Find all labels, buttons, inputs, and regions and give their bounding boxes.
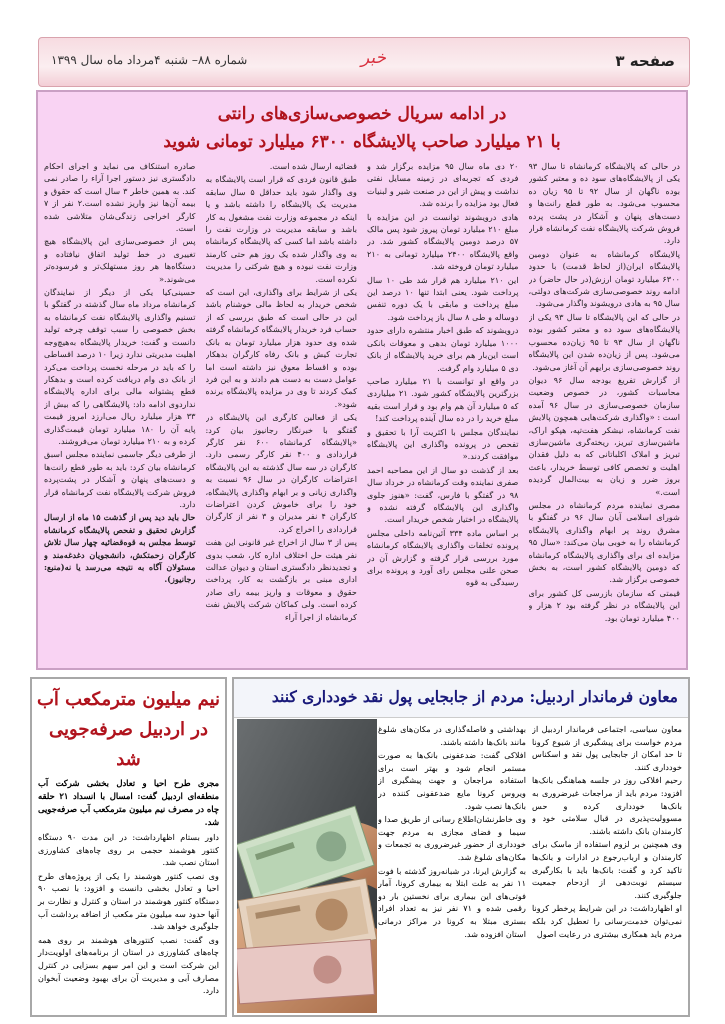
article-column-3 <box>206 160 358 662</box>
article-column-2 <box>367 160 519 662</box>
paragraph: به گزارش ایرنا، در شبانه‌روز گذشته با فوت ۱۱ نفر به علت ابتلا به بیماری کرونا، آمار فوتی‌های این بیماری برای نخستین بار دو رقمی شده و ۷۱ نفر نیز به تعداد افراد بستری مبتلا به کرونا در مراکز درمانی استان افزوده شد. <box>378 865 526 939</box>
paragraph: او اظهارداشت: در این شرایط پرخطر کرونا نمی‌توان خدمت‌رسانی را تعطیل کرد بلکه مردم باید همکاری بیشتری در رعایت اصول <box>532 903 682 939</box>
water-title-line-1: نیم میلیون مترمکعب آب <box>36 689 221 710</box>
article-column-4 <box>44 160 196 662</box>
paragraph: قیمتی که سازمان بازرسی کل کشور برای این پالایشگاه در نظر گرفته بود ۲ هزار و ۴۰۰ میلیارد تومان بود. <box>528 587 680 623</box>
paragraph: رحیم افلاکی روز در جلسه هماهنگی بانک‌ها افزود: مردم باید از مراجعات غیرضروری به بانک‌ها خودداری کرده و حس مسوولیت‌پذیری در قبال سلامتی خود و کارمندان بانک داشته باشند. <box>532 775 682 836</box>
paragraph: قضائیه ارسال شده است. <box>269 161 357 171</box>
article-column-1 <box>529 160 681 662</box>
paragraph: نمایندگان مجلس با اکثریت آرا با تحقیق و تفحص در پرونده واگذاری این پالایشگاه موافقت کردند.« <box>367 426 519 462</box>
paragraph: معاون سیاسی، اجتماعی فرماندار اردبیل از مردم خواست برای پیشگیری از شیوع کرونا تا حد امکان از جابجایی پول نقد و اسکناس خودداری کنند. <box>532 724 682 772</box>
paragraph: در حالی که این پالایشگاه تا سال ۹۳ یکی از پالایشگاه‌های سود ده و معتبر کشور بوده ناگهان از سال ۹۳ تا ۹۵ زیان‌ده محسوب می‌شود. پس از زیان‌ده شدن این پالایشگاه روند خصوصی‌سازی برایهم آن آغاز می‌شود. <box>528 311 680 372</box>
water-article-lead: مجری طرح احیا و تعادل بخشی شرکت آب منطقه‌ای اردبیل گفت: امسال با انسداد ۲۱ حلقه چاه در مصرف نیم میلیون مترمکعب آب صرفه‌جویی شد. <box>38 778 220 827</box>
paragraph: در حالی که پالایشگاه کرمانشاه تا سال ۹۳ یکی از پالایشگاه‌های سود ده و معتبر کشور بوده ناگهان از سال ۹۲ تا ۹۵ زیان ده محسوب می‌شود. به طور قطع رانت‌ها و دست‌های پنهان و آشکار در پشت پرده فروش شرکت پالایشگاه نفت کرمانشاه قرار دارد. <box>528 161 680 246</box>
paragraph: در واقع او توانست با ۲۱ میلیارد صاحب بزرگترین پالایشگاه کشور شود. ۲۱ میلیاردی که ۵ میلیارد آن هم وام بود و قرار است بقیه مبلغ خرید را در ده سال آینده پرداخت کند! <box>367 375 519 424</box>
ardabil-column-1 <box>532 723 682 1011</box>
paragraph: پالایشگاه کرمانشاه به عنوان دومین پالایشگاه ایران(از لحاظ قدمت) با حدود ۶۳۰۰ میلیارد تومان ارزش(در حال حاضر) در ادامه روند خصوصی‌سازی شرکت‌های دولتی، سال ۹۵ به هادی درویشوند واگذار می‌شود. <box>528 248 680 309</box>
paragraph: از طرفی دیگر جاسمی نماینده مجلس اسبق کرمانشاه بیان کرد: باید به طور قطع رانت‌ها و دست‌های پنهان و آشکار در پشت‌پرده فروش شرکت پالایشگاه نفت کرمانشاه قرار دارد. <box>44 449 196 509</box>
paragraph: از گزارش تفریغ بودجه سال ۹۶ دیوان محاسبات کشور، در خصوص وضعیت سازمان خصوصی‌سازی در سال ۹۶ آمده است : «واگذاری شرکت‌هایی همچون پالایش نفت کرمانشاه، نیشکر هفت‌تپه، هپکو اراک، ماشین‌سازی تبریز، ریخته‌گری ماشین‌سازی تبریز و املاک اکلباتانی که به دلیل فقدان اهلیت و تخصص کافی توسط خریدار، باعث بروز ضرر و زیان به بیت‌المال گردیده است.» <box>528 374 680 497</box>
paragraph: بر اساس ماده ۳۳۴ آئین‌نامه داخلی مجلس پرونده تخلفات واگذاری پالایشگاه کرمانشاه مورد بررسی قرار گرفته و گزارش آن در صحن علنی مجلس رای آورد و پرونده برای رسیدگی به قوه <box>367 527 519 588</box>
cash-photo <box>237 719 377 1013</box>
water-article <box>30 677 227 1017</box>
paragraph: طبق قانون فردی که قرار است پالایشگاه به وی واگذار شود باید حداقل ۵ سال سابقه مدیریت یک پالایشگاه را داشته باشد و یا اینکه در مجموعه وزارت نفت مشغول به کار باشد و سابقه مدیریت در وزارت نفت را داشته باشد اما کسی که پالایشگاه کرمانشاه به وی واگذار شده یک روز هم حتی کارمند وزارت نفت نبوده و هیچ شرکتی را مدیریت نکرده است. <box>205 174 357 284</box>
water-title-line-2: در اردبیل صرفه‌جویی شد <box>49 719 208 770</box>
page-number: صفحه ۳ <box>615 52 675 70</box>
article-columns <box>44 160 680 662</box>
issue-info: شماره ۸۸– شنبه ۴مرداد ماه سال ۱۳۹۹ <box>51 53 248 67</box>
ardabil-article <box>232 677 690 1017</box>
paragraph: صادره استنکاف می نماید و اجرای احکام دادگستری نیز دستور اجرا آراء را صادر نمی کند. به همین خاطر ۳ سال است که حقوق و بیمه آن‌ها نیز واریز نشده است.۲ نفر از ۷ کارگر اخراجی زندگی‌شان متلاشی شده است. <box>44 161 196 234</box>
newspaper-logo: خبر <box>361 48 387 68</box>
paragraph: یکی از فعالین کارگری این پالایشگاه در گفتگو با خبرنگار رجانیوز بیان کرد: «پالایشگاه کرمانشاه ۶۰۰ نفر کارگر قراردادی و ۴۰۰ نفر کارگر رسمی دارد. کارگران در سه سال گذشته به این پالایشگاه اعتراضات کارگران در سال ۹۶ نسبت به واگذاری زیانی و بر ابهام واگذاری پالایشگاه، خود را برای خاموش کردن اعتراضات کارگران ۴ نفر مدیران و ۳ نفر از کارگران قراردادی را اخراج کرد. <box>205 412 357 534</box>
paragraph: ۲۰ دی ماه سال ۹۵ مزایده برگزار شد و فردی که تجربه‌ای در زمینه مسایل نفتی نداشت و پیش از این در صنعت شیر و لبنیات فعال بود مزایده را برنده شد. <box>367 161 519 209</box>
paragraph: این ۲۱۰ میلیارد هم قرار شد طی ۱۰ سال پرداخت شود. یعنی ابتدا تنها ۱۰ درصد این مبلغ پرداخت و مابقی با یک دوره تنفس دوساله و طی ۸ سال باز پرداخت شود. <box>367 274 519 322</box>
main-headline <box>38 100 686 156</box>
water-article-title <box>32 679 225 777</box>
paragraph: وی خاطرنشان‌اطلاع رسانی از طریق صدا و سیما و فضای مجازی به مردم جهت خودداری از حضور غیرضروری به تجمعات و مکان‌های شلوغ شد. <box>378 814 526 862</box>
paragraph: هادی درویشوند توانست در این مزایده با مبلغ ۲۱۰ میلیارد تومان پیروز شود پس مالک ۵۷ درصد دومین پالایشگاه کشور شد. در واقع پالایشگاه ۲۴۰۰ میلیارد تومانی به ۲۱۰ میلیارد تومان فروخته شد. <box>367 211 519 272</box>
paragraph: افلاکی گفت: ضدعفونی بانک‌ها به صورت مستمر انجام شود و بهتر است برای استفاده مراجعان و جهت پیشگیری از ویروس کرونا مایع ضدعفونی کننده در بانک‌ها نصب شود. <box>378 750 526 811</box>
ardabil-article-title: معاون فرماندار اردبیل: مردم از جابجایی پول نقد خودداری کنند <box>271 687 678 706</box>
paragraph: وی گفت: نصب کنتورهای هوشمند بر روی همه چاه‌های کشاورزی در استان از برنامه‌های اولویت‌دار این شرکت است و این امر سهم بسزایی در کنترل مصارف آبی و مدیریت آن برای بهبود وضعیت آبخوان دارد. <box>38 934 219 996</box>
paragraph: درویشوند که طبق اخبار منتشره دارای حدود ۱۰۰۰ میلیارد تومان بدهی و معوقات بانکی است این‌بار هم برای خرید پالایشگاه از بانک دی ۵ میلیارد وام گرفت. <box>367 325 519 373</box>
paragraph: بهداشتی و فاصله‌گذاری در مکان‌های شلوغ مانند بانک‌ها داشته باشند. <box>378 724 526 747</box>
water-article-body <box>32 829 225 999</box>
paragraph: پس از خصوصی‌سازی این پالایشگاه هیچ تغییری در خط تولید اتفاق نیافتاده و دستگاه‌ها هر روز مستهلک‌تر و فرسوده‌تر می‌شوند.« <box>44 236 196 284</box>
paragraph: وی نصب کنتور هوشمند را یکی از پروژه‌های طرح احیا و تعادل بخشی دانست و افزود: با نصب ۹۰ دستگاه کنتور هوشمند در استان و کنترل و نظارت بر آنها حدود سه میلیون متر مکعب از اضافه برداشت آب جلوگیری خواهد شد. <box>38 870 219 932</box>
paragraph: یکی از شرایط برای واگذاری، این است که شخص خریدار به لحاظ مالی خوشنام باشد این در حالی است که طبق بررسی که از حساب فرد خریدار پالایشگاه کرمانشاه گرفته شده وی حدود هزار میلیارد تومان به بانک تجارت کیش و بانک رفاه کارگران بدهکار بوده و اقساط معوق نیز داشته است اما عوامل دست به دست هم دادند و به این فرد کمک کردند تا وی در مزایده پالایشگاه برنده شود«. <box>205 287 357 409</box>
paragraph: بعد از گذشت دو سال از این مصاحبه احمد صفری نماینده وقت کرمانشاه در خرداد سال ۹۸ در گفتگو با فارس، گفت: «هنوز جلوی واگذاری این پالایشگاه گرفته نشده و پالایشگاه در اختیار شخص خریدار است. <box>367 464 519 525</box>
main-article <box>36 90 688 670</box>
ardabil-column-2 <box>378 723 526 1011</box>
paragraph: وی همچنین بر لزوم استفاده از ماسک برای کارمندان و ارباب‌رجوع در ادارات و بانک‌ها تاکید کرد و گفت: بانک‌ها باید با بکارگیری سیستم نوبت‌دهی از ازدحام جمعیت جلوگیری کنند. <box>532 839 682 900</box>
closing-paragraph: حال باید دید پس از گذشت ۱۵ ماه از ارسال گزارش تحقیق و تفحص پالایشگاه کرمانشاه توسط مجلس به قوه‌قضائیه چهار سال تلاش کارگران زحمتکش، دانشجویان دغدغه‌مند و مسئولان آگاه به نتیجه می‌رسد یا نه(منبع: رجانیوز). <box>44 512 196 585</box>
page-header <box>38 37 690 87</box>
paragraph: مصری نماینده مردم کرمانشاه در مجلس شورای اسلامی آبان سال ۹۶ در گفتگو با مشرق روند پر ابهام واگذاری پالایشگاه کرمانشاه را به خوبی بیان می‌کند: «سال ۹۵ مزایده ای برای واگذاری پالایشگاه کرمانشاه که دومین پالایشگاه کشور است، به بخش خصوصی برگزار شد. <box>528 499 680 585</box>
headline-line-1: در ادامه سریال خصوصی‌سازی‌های رانتی <box>217 104 507 124</box>
paragraph: پس از ۳ سال از اخراج غیر قانونی این هفت نفر هیئت حل اختلاف اداره کار، شعب بدوی و تجدیدنظر دادگستری استان و دیوان عدالت اداری مبنی بر بازگشت به کار، پرداخت حقوق و معوقات و وارپز بیمه رای صادر کرده است. ولی کماکان شرکت پالایش نفت کرمانشاه از اجرا آراء <box>205 537 357 622</box>
paragraph: حسینی‌کیا یکی از دیگر از نمایندگان کرمانشاه مرداد ماه سال گذشته در گفتگو با تسنیم واگذاری پالایشگاه نفت کرمانشاه به بخش خصوصی را سبب توقف چرخه تولید دانست و گفت: خریدار پالایشگاه به‌هیچ‌وجه اهلیت مدیریتی ندارد زیرا ۱۰ درصد اقساطی را که باید در مرحله نخست پرداخت می‌کرد از بانک دی وام دریافت کرده است و بدهکار قطع پشتوانه مالی برای اداره پالایشگاه نداردوی ادامه داد: پالایشگاهی را که بیش از ۳۳ هزار میلیارد ریال می‌ارزد امروز قیمت پایه آن را ۱۸۰ میلیارد تومان قیمت‌گذاری کرده و به ۲۱۰ میلیارد تومان می‌فروشند. <box>44 287 196 446</box>
paragraph: داور بستام اظهارداشت: در این مدت ۹۰ دستگاه کنتور هوشمند حجمی بر روی چاه‌های کشاورزی استان نصب شد. <box>38 832 219 868</box>
headline-line-2: با ۲۱ میلیارد صاحب پالایشگاه ۶۳۰۰ میلیارد تومانی شوید <box>163 132 561 152</box>
